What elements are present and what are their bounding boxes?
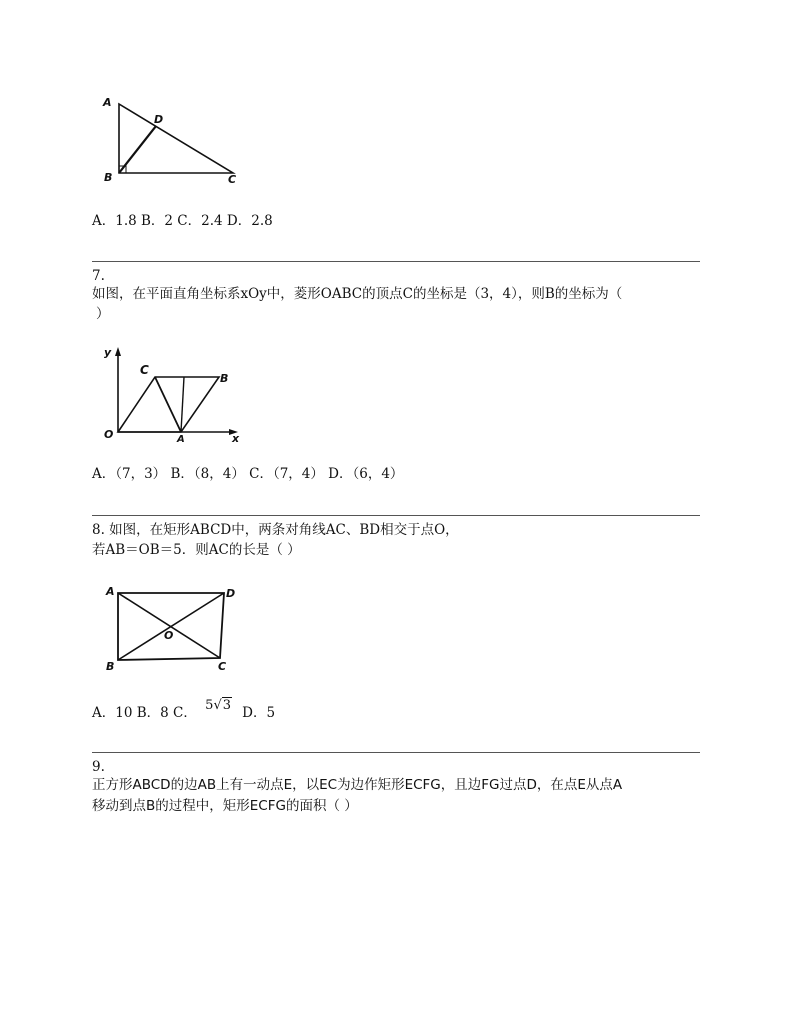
q6-label-c: C [228,173,237,186]
q8-option-c-radicand: 3 [222,698,232,713]
q8-options-ab: A．10 B．8 C． [92,705,197,721]
q9-stem-line2: 移动到点B的过程中，矩形ECFG的面积（ ） [92,798,358,814]
q9-number: 9. [92,759,105,775]
divider-3 [92,752,700,753]
divider-2 [92,515,700,516]
q8-diagonal-ac [118,593,220,658]
q7-number: 7. [92,268,105,284]
q8-option-c-coef: 5 [205,698,214,713]
q7-segment-ca [155,377,181,432]
q8-label-b: B [106,660,115,673]
q7-options: A．（7，3） B．（8，4） C．（7，4） D．（6，4） [92,466,404,482]
q6-options: A．1.8 B．2 C．2.4 D．2.8 [92,213,273,229]
q8-figure [100,578,250,674]
q8-label-a: A [106,585,115,598]
q7-label-y: y [104,346,112,359]
q6-triangle [119,104,233,173]
q8-label-c: C [218,660,227,673]
q6-figure [100,92,250,188]
q7-label-a: A [177,434,185,445]
q7-y-arrow [115,347,121,356]
q8-label-o: O [164,629,174,642]
q6-label-b: B [104,171,113,184]
q7-label-o: O [104,428,114,441]
sqrt-icon: √ [213,698,222,713]
q7-stem-line1: 如图，在平面直角坐标系xOy中，菱形OABC的顶点C的坐标是（3，4），则B的坐标为（ [92,286,623,302]
q8-options [92,698,276,724]
q6-label-a: A [103,96,112,109]
q7-stem-line2: ） [96,306,110,322]
divider-1 [92,261,700,262]
q7-label-c: C [140,363,149,377]
q7-label-b: B [220,372,229,385]
q8-stem-line2: 若AB＝OB＝5．则AC的长是（ ） [92,542,301,558]
q8-label-d: D [226,587,236,600]
q7-perpendicular [181,377,184,432]
q8-stem-line1: 8. 如图，在矩形ABCD中，两条对角线AC、BD相交于点O， [92,522,459,538]
q8-option-c-value [205,698,236,713]
q9-stem-line1: 正方形ABCD的边AB上有一动点E，以EC为边作矩形ECFG，且边FG过点D，在点E从点A [92,777,623,793]
q7-label-x: x [232,432,240,445]
q7-figure [100,344,250,448]
q8-option-d: D．5 [242,705,276,721]
q6-label-d: D [154,113,164,126]
